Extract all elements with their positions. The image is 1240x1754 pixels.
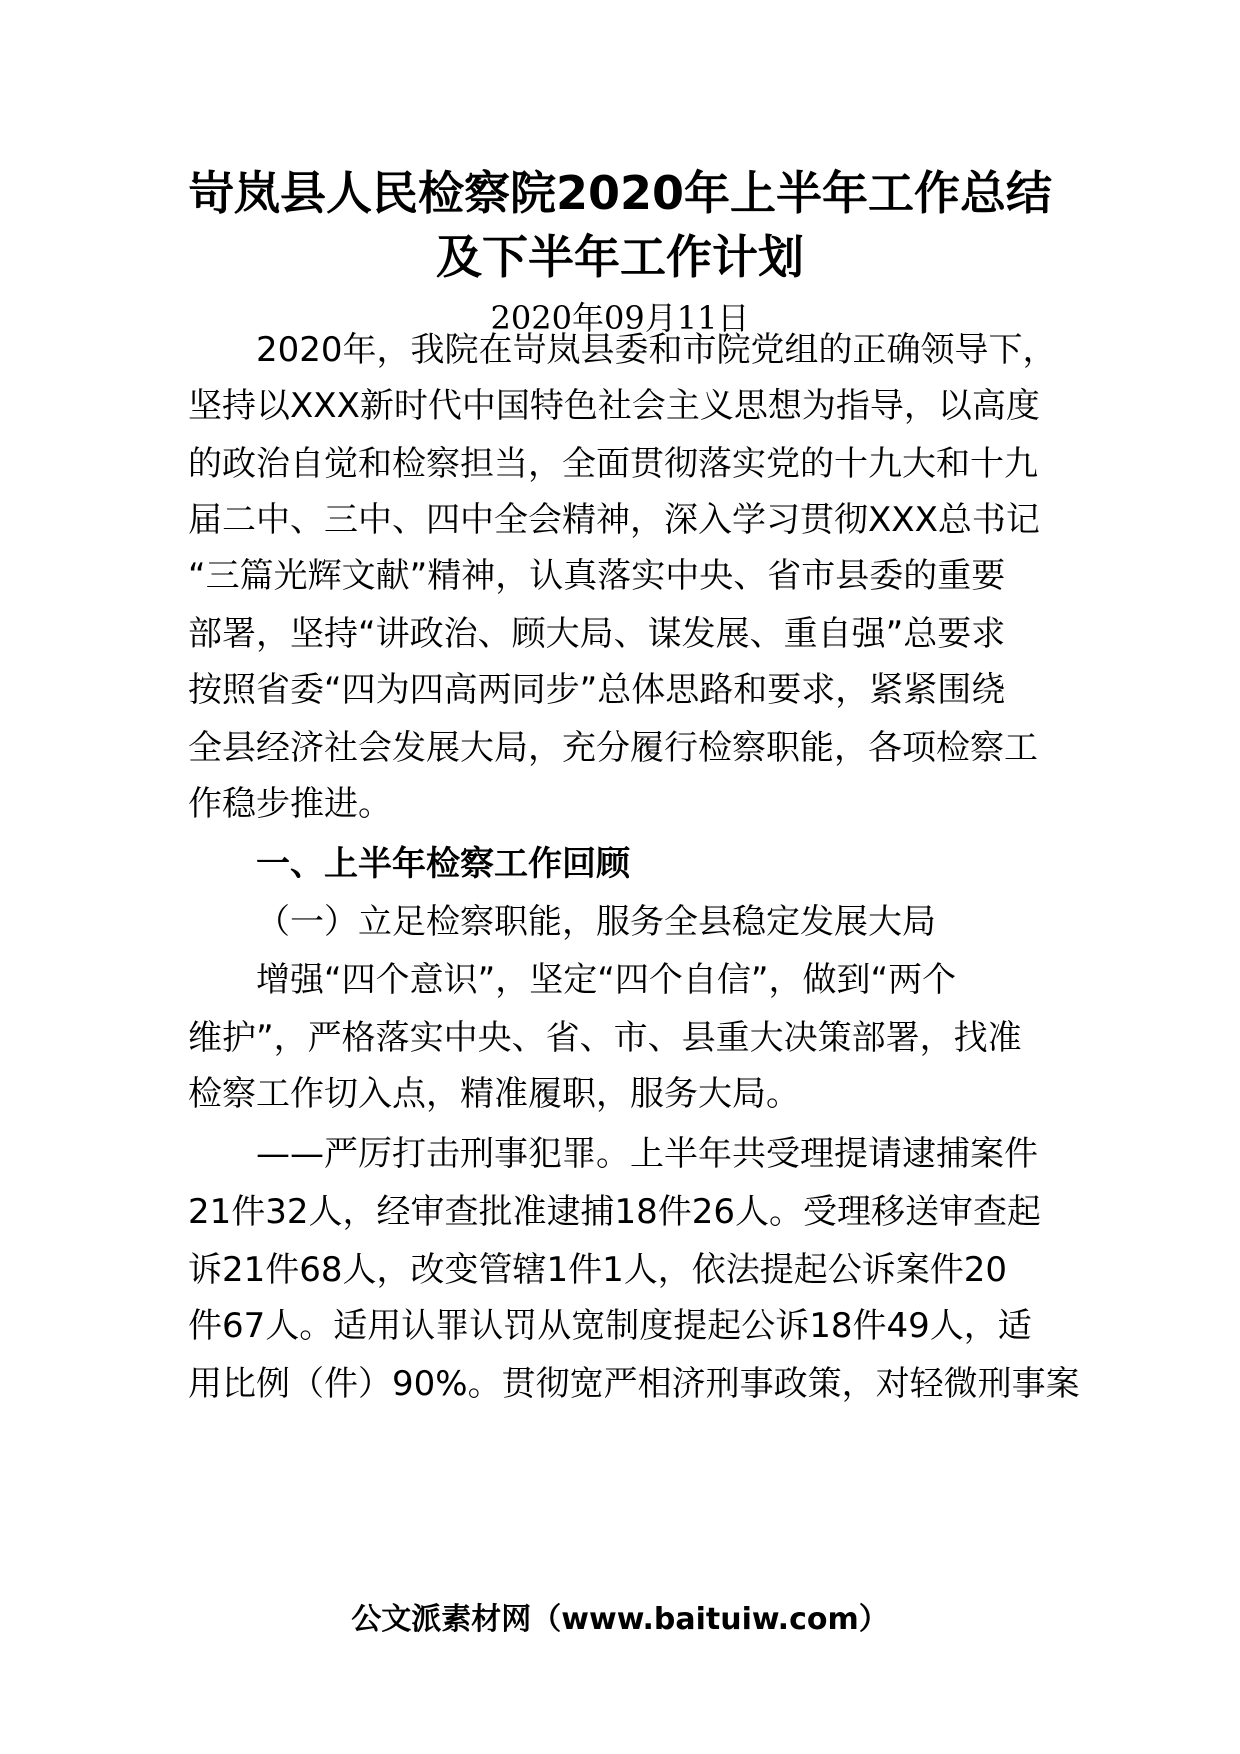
body-line: 2020年，我院在岢岚县委和市院党组的正确领导下，	[256, 330, 1057, 370]
body-line: 全县经济社会发展大局，充分履行检察职能，各项检察工	[188, 728, 1038, 768]
body-line: ——严厉打击刑事犯罪。上半年共受理提请逮捕案件	[256, 1134, 1038, 1174]
body-line: 用比例（件）90%。贯彻宽严相济刑事政策，对轻微刑事案	[188, 1364, 1080, 1404]
body-line: 增强“四个意识”，坚定“四个自信”，做到“两个	[256, 960, 957, 1000]
body-line: 件67人。适用认罪认罚从宽制度提起公诉18件49人，适	[188, 1306, 1032, 1346]
section-heading: 一、上半年检察工作回顾	[256, 844, 630, 884]
body-line: 检察工作切入点，精准履职，服务大局。	[188, 1074, 800, 1114]
body-line: “三篇光辉文献”精神，认真落实中央、省市县委的重要	[188, 556, 1006, 596]
body-line: 21件32人，经审查批准逮捕18件26人。受理移送审查起	[188, 1192, 1042, 1232]
body-line: 部署，坚持“讲政治、顾大局、谋发展、重自强”总要求	[188, 614, 1006, 654]
body-line: 作稳步推进。	[188, 784, 392, 824]
body-line: 届二中、三中、四中全会精神，深入学习贯彻XXX总书记	[188, 500, 1040, 540]
body-line: 诉21件68人，改变管辖1件1人，依法提起公诉案件20	[188, 1250, 1008, 1290]
subsection-heading: （一）立足检察职能，服务全县稳定发展大局	[256, 902, 936, 942]
document-title-line-1: 岢岚县人民检察院2020年上半年工作总结	[187, 166, 1053, 220]
body-line: 的政治自觉和检察担当，全面贯彻落实党的十九大和十九	[188, 444, 1038, 484]
body-line: 维护”，严格落实中央、省、市、县重大决策部署，找准	[188, 1018, 1022, 1058]
footer-source-link: 公文派素材网（www.baituiw.com）	[351, 1602, 889, 1637]
body-line: 按照省委“四为四高两同步”总体思路和要求，紧紧围绕	[188, 670, 1006, 710]
document-title-line-2: 及下半年工作计划	[436, 230, 804, 284]
body-line: 坚持以XXX新时代中国特色社会主义思想为指导，以高度	[188, 386, 1040, 426]
document-date: 2020年09月11日	[490, 299, 750, 337]
